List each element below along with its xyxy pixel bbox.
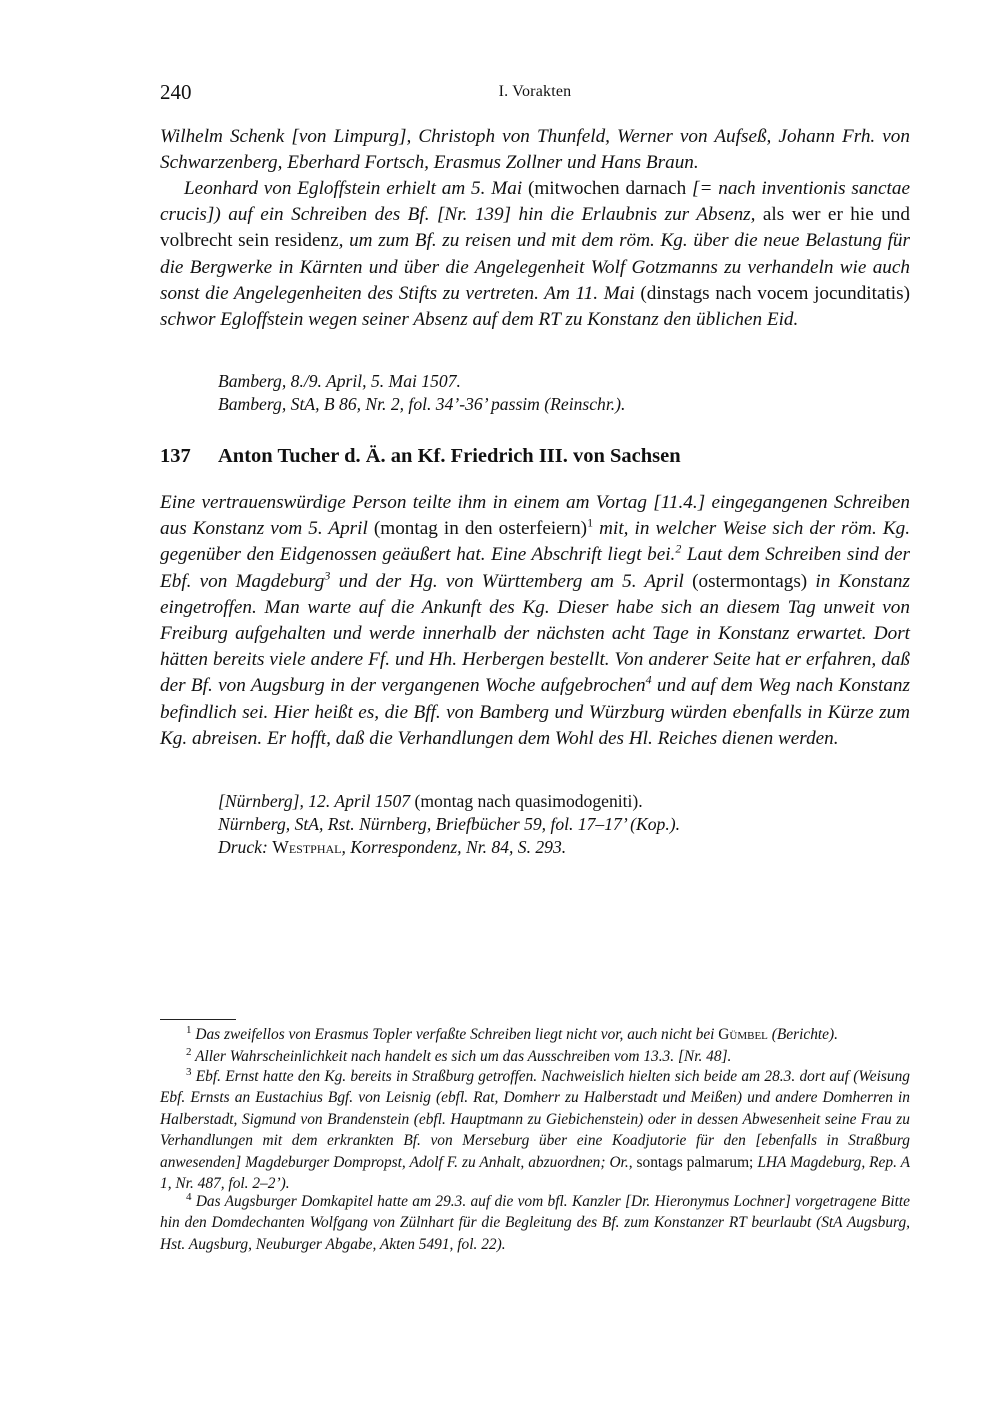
text-segment: (mitwochen darnach <box>522 178 692 199</box>
text-segment: und auf dem Weg nach Konstanz befindlich sei. Hier heißt es, die Bff. von Bamberg und Würzburg würden ebenfalls in Kürze zum Kg. abreisen. Er hofft, daß die Verhandlungen dem Wohl des Hl. Reiches dienen werden. <box>160 675 910 749</box>
text-segment: sontags palmarum; <box>632 1153 758 1171</box>
source-date: Bamberg, 8./9. April, 5. Mai 1507. <box>218 371 461 391</box>
text-segment: in Konstanz eingetroffen. Man warte auf die Ankunft des Kg. Dieser habe sich an diesem Tag unweit von Freiburg aufgehalten und werde innerhalb der nächsten acht Tage in Konstanz erwartet. Dort hätten bereits viele andere Ff. und Hh. Herbergen bestellt. Von anderer Seite hat er erfahren, daß der Bf. von Augsburg in der vergangenen Woche aufgebrochen <box>160 570 910 697</box>
text-segment: , um zum Bf. zu reisen und mit dem röm. Kg. über die neue Belastung für die Bergwerke in Kärnten und über die Angelegenheit Wolf Gotzmanns zu verhandeln wie auch sonst die Angelegenheiten des Stifts zu vertreten. Am 11. Mai <box>160 230 910 304</box>
text-segment: und der Hg. von Württemberg am 5. April <box>330 570 684 592</box>
paragraph-attendees: Wilhelm Schenk [von Limpurg], Christoph von Thunfeld, Werner von Aufseß, Johann Frh. von Schwarzenberg, Eberhard Fortsch, Erasmus Zollner und Hans Braun. <box>160 126 910 174</box>
text-segment: Das Augsburger Domkapitel hatte am 29.3. auf die vom bfl. Kanzler [Dr. Hieronymus Lochner] vorgetragene Bitte hin den Domdechanten Wolfgang von Zülnhart für die Begleitung des Bf. zum Konstanzer RT beurlaubt (StA Augsburg, Hst. Augsburg, Neuburger Abgabe, Akten 5491, fol. 22). <box>160 1193 910 1253</box>
footnote-1 <box>160 1024 910 1045</box>
text-segment: (montag nach quasimodogeniti). <box>410 791 643 811</box>
footnote-ref[interactable]: 3 <box>324 568 331 583</box>
source-block-1 <box>218 370 908 416</box>
footnote-ref[interactable]: 2 <box>675 542 682 557</box>
text-segment: [= nach inventionis sanctae crucis]) auf ein Schreiben des Bf. [Nr. 139] hin die Erlaubnis zur Absenz, <box>160 178 910 226</box>
text-segment: Druck: <box>218 837 273 858</box>
source-print <box>218 836 908 859</box>
footnote-mark: 1 <box>186 1023 192 1036</box>
text-segment: (dinstags nach vocem jocunditatis) <box>634 282 910 304</box>
text-segment: Laut dem Schreiben sind der Ebf. von Magdeburg <box>160 544 910 592</box>
text-segment: Eine vertrauenswürdige Person teilte ihm in einem am Vortag [11.4.] eingegangenen Schreiben aus Konstanz vom 5. April <box>160 492 910 540</box>
source-archive: Bamberg, StA, B 86, Nr. 2, fol. 34’-36’ passim (Reinschr.). <box>218 394 626 415</box>
text-segment: (ostermontags) <box>683 570 816 592</box>
document-title: Anton Tucher d. Ä. an Kf. Friedrich III. von Sachsen <box>218 445 681 467</box>
footnote-2 <box>160 1046 910 1067</box>
text-segment: [Nürnberg], 12. April 1507 <box>218 791 411 811</box>
footnote-ref[interactable]: 1 <box>587 515 594 530</box>
footnote-4 <box>160 1191 910 1255</box>
text-segment: als wer er hie und volbrecht sein residenz <box>160 204 910 252</box>
paragraph-regest <box>160 490 910 752</box>
page-number: 240 <box>160 80 192 104</box>
page-header <box>160 80 910 106</box>
footnote-rule <box>160 1019 236 1020</box>
footnote-mark: 4 <box>186 1190 192 1203</box>
text-segment: LHA Magdeburg, Rep. A 1, Nr. 487, fol. 2–2’). <box>160 1153 911 1193</box>
text-segment: schwor Egloffstein wegen seiner Absenz auf dem RT zu Konstanz den üblichen Eid. <box>160 309 799 331</box>
text-segment: (montag in den osterfeiern) <box>367 518 588 540</box>
text-segment: mit, in welcher Weise sich der röm. Kg. gegenüber den Eidgenossen geäußert hat. Eine Abschrift liegt bei. <box>160 518 911 566</box>
text-segment: Ebf. Ernst hatte den Kg. bereits in Straßburg getroffen. Nachweislich hielten sich beide am 28.3. dort auf (Weisung Ebf. Ernsts an Eustachius Bgf. von Leisnig (ebfl. Rat, Domherr zu Halberstadt und Meißen) und andere Domherren in Halberstadt, Sigmund von Brandenstein (ebfl. Hauptmann zu Giebichenstein) oder in dessen Abwesenheit seine Frau zu Verhandlungen mit dem erkrankten Bf. von Merseburg über eine Koadjutorie für den [ebenfalls in Straßburg anwesenden] Magdeburger Dompropst, Adolf F. zu Anhalt, abzuordnen; Or., <box>160 1068 910 1171</box>
footnote-ref[interactable]: 4 <box>645 673 652 688</box>
paragraph-egloffstein <box>160 176 910 333</box>
text-segment: Das zweifellos von Erasmus Topler verfaßte Schreiben liegt nicht vor, auch nicht bei <box>191 1026 719 1043</box>
source-archive: Nürnberg, StA, Rst. Nürnberg, Briefbücher 59, fol. 17–17’ (Kop.). <box>218 814 680 835</box>
source-date <box>218 790 908 813</box>
author-name: Gümbel <box>718 1026 768 1043</box>
text-segment: Aller Wahrscheinlichkeit nach handelt es sich um das Ausschreiben vom 13.3. [Nr. 48]. <box>191 1048 732 1065</box>
document-number: 137 <box>160 445 191 467</box>
footnote-mark: 2 <box>186 1045 192 1058</box>
document-heading <box>160 445 910 468</box>
text-segment: (Berichte). <box>767 1026 838 1043</box>
footnote-3 <box>160 1066 910 1194</box>
source-block-2 <box>218 790 908 860</box>
footnote-mark: 3 <box>186 1065 192 1078</box>
text-segment: Leonhard von Egloffstein erhielt am 5. Mai <box>184 178 523 199</box>
text-segment: , Korrespondenz, Nr. 84, S. 293. <box>341 837 567 858</box>
author-name: Westphal <box>272 837 342 858</box>
running-title: I. Vorakten <box>498 83 572 100</box>
